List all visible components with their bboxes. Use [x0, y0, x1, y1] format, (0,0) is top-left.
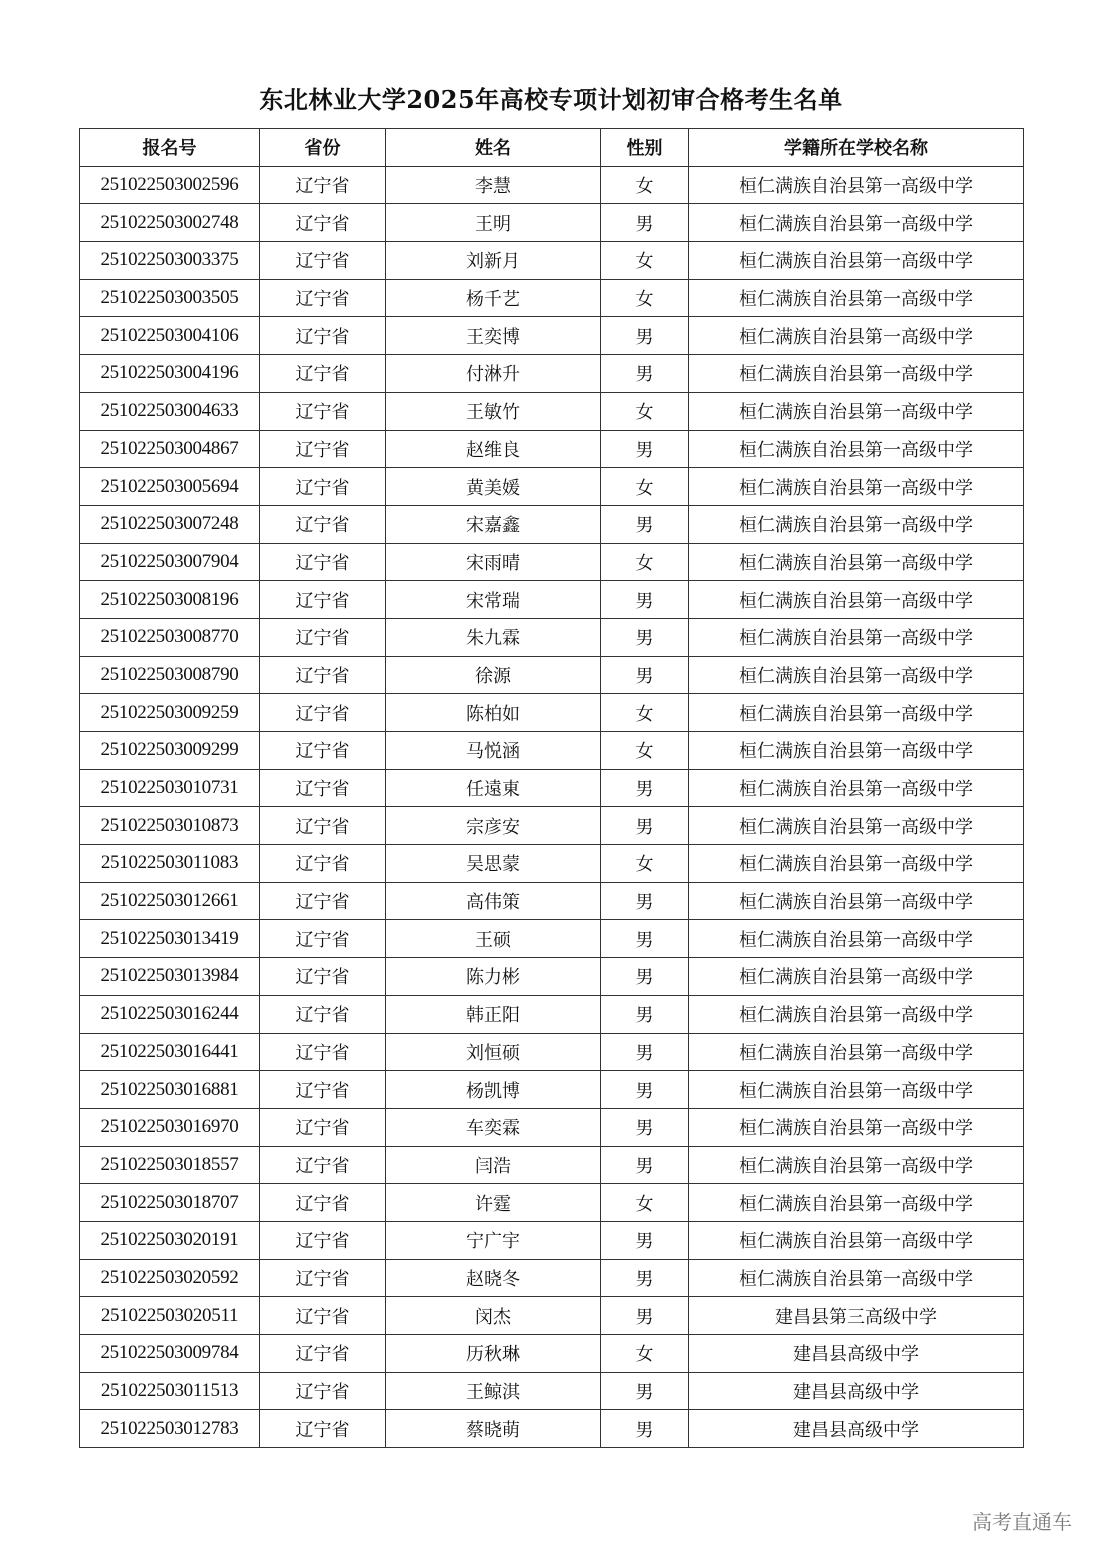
gender-cell: 女	[601, 1184, 689, 1222]
name-cell: 杨凯博	[386, 1071, 601, 1109]
province-cell: 辽宁省	[260, 1335, 386, 1373]
registration-number-cell: 251022503004106	[80, 317, 260, 355]
gender-cell: 男	[601, 995, 689, 1033]
province-cell: 辽宁省	[260, 1221, 386, 1259]
name-cell: 刘恒硕	[386, 1033, 601, 1071]
name-cell: 宋嘉鑫	[386, 505, 601, 543]
school-cell: 桓仁满族自治县第一高级中学	[689, 543, 1024, 581]
province-cell: 辽宁省	[260, 581, 386, 619]
name-cell: 黄美媛	[386, 468, 601, 506]
name-cell: 高伟策	[386, 882, 601, 920]
province-cell: 辽宁省	[260, 505, 386, 543]
province-cell: 辽宁省	[260, 845, 386, 883]
gender-cell: 男	[601, 204, 689, 242]
gender-cell: 男	[601, 1259, 689, 1297]
gender-cell: 男	[601, 618, 689, 656]
registration-number-cell: 251022503018707	[80, 1184, 260, 1222]
school-cell: 桓仁满族自治县第一高级中学	[689, 204, 1024, 242]
gender-cell: 女	[601, 242, 689, 280]
name-cell: 宁广宇	[386, 1221, 601, 1259]
name-cell: 闫浩	[386, 1146, 601, 1184]
registration-number-cell: 251022503009259	[80, 694, 260, 732]
header-gender: 性别	[601, 129, 689, 167]
province-cell: 辽宁省	[260, 769, 386, 807]
registration-number-cell: 251022503010873	[80, 807, 260, 845]
province-cell: 辽宁省	[260, 1071, 386, 1109]
registration-number-cell: 251022503020592	[80, 1259, 260, 1297]
school-cell: 桓仁满族自治县第一高级中学	[689, 1259, 1024, 1297]
table-row	[80, 543, 1024, 581]
school-cell: 建昌县高级中学	[689, 1410, 1024, 1448]
registration-number-cell: 251022503003505	[80, 279, 260, 317]
school-cell: 桓仁满族自治县第一高级中学	[689, 430, 1024, 468]
gender-cell: 男	[601, 958, 689, 996]
table-row	[80, 1033, 1024, 1071]
gender-cell: 男	[601, 1108, 689, 1146]
registration-number-cell: 251022503010731	[80, 769, 260, 807]
gender-cell: 男	[601, 1372, 689, 1410]
name-cell: 王硕	[386, 920, 601, 958]
table-row	[80, 694, 1024, 732]
name-cell: 王明	[386, 204, 601, 242]
province-cell: 辽宁省	[260, 694, 386, 732]
registration-number-cell: 251022503008790	[80, 656, 260, 694]
gender-cell: 男	[601, 882, 689, 920]
school-cell: 桓仁满族自治县第一高级中学	[689, 1221, 1024, 1259]
school-cell: 桓仁满族自治县第一高级中学	[689, 769, 1024, 807]
registration-number-cell: 251022503016881	[80, 1071, 260, 1109]
school-cell: 建昌县高级中学	[689, 1335, 1024, 1373]
gender-cell: 男	[601, 505, 689, 543]
registration-number-cell: 251022503002748	[80, 204, 260, 242]
registration-number-cell: 251022503008196	[80, 581, 260, 619]
registration-number-cell: 251022503011513	[80, 1372, 260, 1410]
name-cell: 车奕霖	[386, 1108, 601, 1146]
province-cell: 辽宁省	[260, 355, 386, 393]
header-school: 学籍所在学校名称	[689, 129, 1024, 167]
table-row	[80, 845, 1024, 883]
name-cell: 蔡晓萌	[386, 1410, 601, 1448]
school-cell: 桓仁满族自治县第一高级中学	[689, 279, 1024, 317]
province-cell: 辽宁省	[260, 543, 386, 581]
province-cell: 辽宁省	[260, 1259, 386, 1297]
school-cell: 桓仁满族自治县第一高级中学	[689, 1146, 1024, 1184]
school-cell: 桓仁满族自治县第一高级中学	[689, 392, 1024, 430]
gender-cell: 男	[601, 1146, 689, 1184]
header-registration-number: 报名号	[80, 129, 260, 167]
province-cell: 辽宁省	[260, 1410, 386, 1448]
school-cell: 桓仁满族自治县第一高级中学	[689, 694, 1024, 732]
province-cell: 辽宁省	[260, 1146, 386, 1184]
name-cell: 王敏竹	[386, 392, 601, 430]
table-row	[80, 317, 1024, 355]
table-row	[80, 1410, 1024, 1448]
table-row	[80, 1108, 1024, 1146]
document-title: 东北林业大学2025年高校专项计划初审合格考生名单	[259, 85, 843, 114]
gender-cell: 女	[601, 543, 689, 581]
province-cell: 辽宁省	[260, 392, 386, 430]
table-row	[80, 279, 1024, 317]
school-cell: 桓仁满族自治县第一高级中学	[689, 242, 1024, 280]
name-cell: 马悦涵	[386, 732, 601, 770]
province-cell: 辽宁省	[260, 468, 386, 506]
table-row	[80, 618, 1024, 656]
table-row	[80, 1221, 1024, 1259]
gender-cell: 男	[601, 807, 689, 845]
registration-number-cell: 251022503007904	[80, 543, 260, 581]
registration-number-cell: 251022503020511	[80, 1297, 260, 1335]
gender-cell: 女	[601, 166, 689, 204]
registration-number-cell: 251022503004196	[80, 355, 260, 393]
registration-number-cell: 251022503008770	[80, 618, 260, 656]
registration-number-cell: 251022503016970	[80, 1108, 260, 1146]
registration-number-cell: 251022503011083	[80, 845, 260, 883]
table-row	[80, 1259, 1024, 1297]
table-body	[80, 166, 1024, 1447]
province-cell: 辽宁省	[260, 618, 386, 656]
name-cell: 许霆	[386, 1184, 601, 1222]
school-cell: 桓仁满族自治县第一高级中学	[689, 355, 1024, 393]
gender-cell: 男	[601, 355, 689, 393]
gender-cell: 女	[601, 392, 689, 430]
province-cell: 辽宁省	[260, 204, 386, 242]
registration-number-cell: 251022503013419	[80, 920, 260, 958]
province-cell: 辽宁省	[260, 279, 386, 317]
province-cell: 辽宁省	[260, 1372, 386, 1410]
table-row	[80, 656, 1024, 694]
table-row	[80, 166, 1024, 204]
name-cell: 赵晓冬	[386, 1259, 601, 1297]
table-row	[80, 204, 1024, 242]
name-cell: 历秋琳	[386, 1335, 601, 1373]
province-cell: 辽宁省	[260, 882, 386, 920]
registration-number-cell: 251022503005694	[80, 468, 260, 506]
header-name: 姓名	[386, 129, 601, 167]
table-row	[80, 920, 1024, 958]
gender-cell: 男	[601, 1221, 689, 1259]
gender-cell: 男	[601, 920, 689, 958]
school-cell: 桓仁满族自治县第一高级中学	[689, 732, 1024, 770]
school-cell: 桓仁满族自治县第一高级中学	[689, 1184, 1024, 1222]
table-row	[80, 581, 1024, 619]
name-cell: 宋常瑞	[386, 581, 601, 619]
registration-number-cell: 251022503018557	[80, 1146, 260, 1184]
table-header-row	[80, 129, 1024, 167]
registration-number-cell: 251022503004633	[80, 392, 260, 430]
watermark: 高考直通车	[972, 1510, 1072, 1534]
candidate-table	[79, 128, 1024, 1448]
gender-cell: 男	[601, 317, 689, 355]
table-row	[80, 1335, 1024, 1373]
table-row	[80, 1297, 1024, 1335]
registration-number-cell: 251022503002596	[80, 166, 260, 204]
name-cell: 朱九霖	[386, 618, 601, 656]
name-cell: 杨千艺	[386, 279, 601, 317]
gender-cell: 女	[601, 468, 689, 506]
registration-number-cell: 251022503009784	[80, 1335, 260, 1373]
registration-number-cell: 251022503007248	[80, 505, 260, 543]
table-row	[80, 1146, 1024, 1184]
school-cell: 桓仁满族自治县第一高级中学	[689, 1033, 1024, 1071]
school-cell: 桓仁满族自治县第一高级中学	[689, 618, 1024, 656]
name-cell: 宗彦安	[386, 807, 601, 845]
province-cell: 辽宁省	[260, 242, 386, 280]
school-cell: 桓仁满族自治县第一高级中学	[689, 581, 1024, 619]
table-row	[80, 505, 1024, 543]
province-cell: 辽宁省	[260, 317, 386, 355]
table-row	[80, 958, 1024, 996]
registration-number-cell: 251022503009299	[80, 732, 260, 770]
gender-cell: 男	[601, 656, 689, 694]
name-cell: 陈柏如	[386, 694, 601, 732]
school-cell: 桓仁满族自治县第一高级中学	[689, 958, 1024, 996]
name-cell: 闵杰	[386, 1297, 601, 1335]
province-cell: 辽宁省	[260, 995, 386, 1033]
table-row	[80, 430, 1024, 468]
table-row	[80, 882, 1024, 920]
province-cell: 辽宁省	[260, 958, 386, 996]
school-cell: 桓仁满族自治县第一高级中学	[689, 317, 1024, 355]
school-cell: 桓仁满族自治县第一高级中学	[689, 845, 1024, 883]
name-cell: 任遠東	[386, 769, 601, 807]
name-cell: 刘新月	[386, 242, 601, 280]
province-cell: 辽宁省	[260, 1108, 386, 1146]
table-row	[80, 1071, 1024, 1109]
table-row	[80, 355, 1024, 393]
table-row	[80, 995, 1024, 1033]
name-cell: 王奕博	[386, 317, 601, 355]
province-cell: 辽宁省	[260, 732, 386, 770]
school-cell: 桓仁满族自治县第一高级中学	[689, 468, 1024, 506]
gender-cell: 男	[601, 1410, 689, 1448]
gender-cell: 男	[601, 1071, 689, 1109]
name-cell: 韩正阳	[386, 995, 601, 1033]
school-cell: 桓仁满族自治县第一高级中学	[689, 995, 1024, 1033]
table-row	[80, 807, 1024, 845]
registration-number-cell: 251022503020191	[80, 1221, 260, 1259]
province-cell: 辽宁省	[260, 807, 386, 845]
gender-cell: 男	[601, 430, 689, 468]
school-cell: 桓仁满族自治县第一高级中学	[689, 656, 1024, 694]
school-cell: 桓仁满族自治县第一高级中学	[689, 807, 1024, 845]
province-cell: 辽宁省	[260, 430, 386, 468]
province-cell: 辽宁省	[260, 1297, 386, 1335]
name-cell: 赵维良	[386, 430, 601, 468]
province-cell: 辽宁省	[260, 166, 386, 204]
name-cell: 吴思蒙	[386, 845, 601, 883]
gender-cell: 女	[601, 1335, 689, 1373]
registration-number-cell: 251022503012661	[80, 882, 260, 920]
registration-number-cell: 251022503003375	[80, 242, 260, 280]
registration-number-cell: 251022503016441	[80, 1033, 260, 1071]
school-cell: 桓仁满族自治县第一高级中学	[689, 166, 1024, 204]
province-cell: 辽宁省	[260, 656, 386, 694]
name-cell: 李慧	[386, 166, 601, 204]
gender-cell: 女	[601, 279, 689, 317]
table-row	[80, 732, 1024, 770]
table-row	[80, 1372, 1024, 1410]
registration-number-cell: 251022503012783	[80, 1410, 260, 1448]
table-row	[80, 392, 1024, 430]
table-row	[80, 1184, 1024, 1222]
province-cell: 辽宁省	[260, 1184, 386, 1222]
gender-cell: 男	[601, 769, 689, 807]
school-cell: 桓仁满族自治县第一高级中学	[689, 1108, 1024, 1146]
school-cell: 建昌县高级中学	[689, 1372, 1024, 1410]
gender-cell: 女	[601, 694, 689, 732]
gender-cell: 男	[601, 1297, 689, 1335]
gender-cell: 女	[601, 732, 689, 770]
school-cell: 桓仁满族自治县第一高级中学	[689, 882, 1024, 920]
gender-cell: 男	[601, 1033, 689, 1071]
registration-number-cell: 251022503004867	[80, 430, 260, 468]
province-cell: 辽宁省	[260, 920, 386, 958]
province-cell: 辽宁省	[260, 1033, 386, 1071]
gender-cell: 男	[601, 581, 689, 619]
gender-cell: 女	[601, 845, 689, 883]
table-row	[80, 769, 1024, 807]
school-cell: 桓仁满族自治县第一高级中学	[689, 1071, 1024, 1109]
name-cell: 付淋升	[386, 355, 601, 393]
registration-number-cell: 251022503013984	[80, 958, 260, 996]
name-cell: 陈力彬	[386, 958, 601, 996]
school-cell: 桓仁满族自治县第一高级中学	[689, 505, 1024, 543]
name-cell: 宋雨晴	[386, 543, 601, 581]
school-cell: 桓仁满族自治县第一高级中学	[689, 920, 1024, 958]
school-cell: 建昌县第三高级中学	[689, 1297, 1024, 1335]
name-cell: 王鲸淇	[386, 1372, 601, 1410]
name-cell: 徐源	[386, 656, 601, 694]
table-row	[80, 242, 1024, 280]
header-province: 省份	[260, 129, 386, 167]
table-row	[80, 468, 1024, 506]
registration-number-cell: 251022503016244	[80, 995, 260, 1033]
